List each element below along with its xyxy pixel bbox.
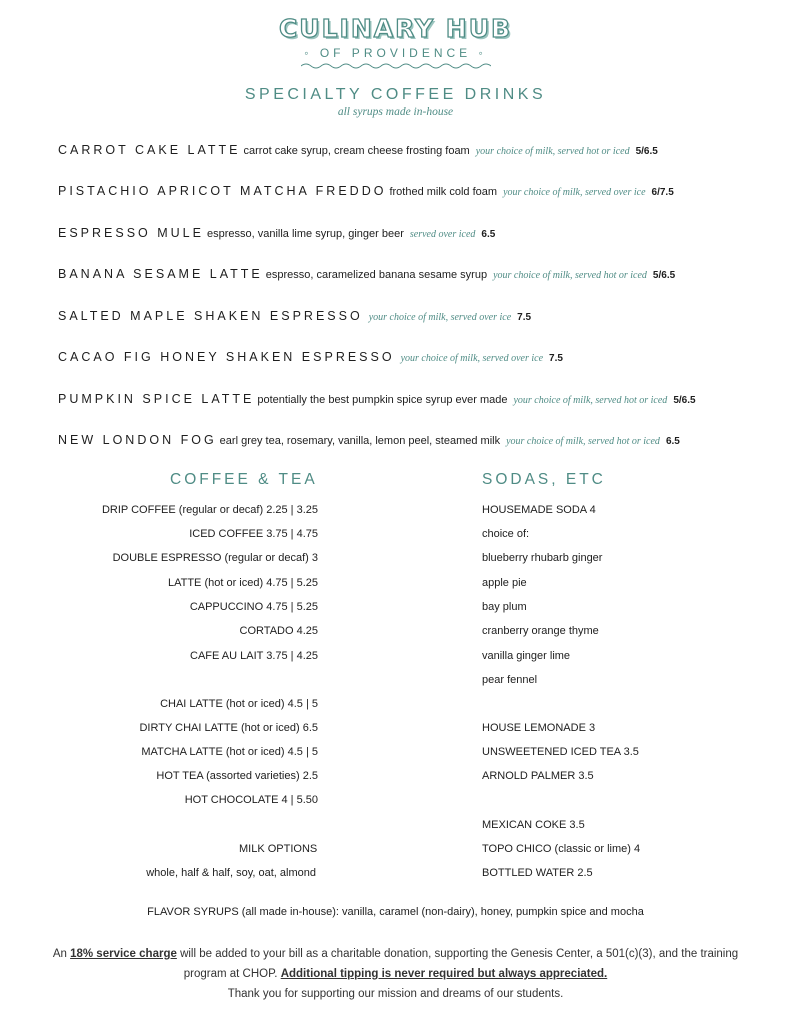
item-name: CARROT CAKE LATTE bbox=[58, 143, 241, 157]
menu-line: ICED COFFEE 3.75 | 4.75 bbox=[189, 528, 318, 540]
logo bbox=[0, 14, 791, 70]
logo-subtitle bbox=[0, 46, 791, 60]
dot-icon: ◦ bbox=[304, 46, 320, 60]
thanks-text: Thank you for supporting our mission and dreams of our students. bbox=[227, 988, 564, 1000]
menu-line: vanilla ginger lime bbox=[482, 650, 571, 662]
milk-options-list: whole, half & half, soy, oat, almond bbox=[146, 867, 316, 879]
milk-options-heading: MILK OPTIONS bbox=[239, 843, 318, 855]
footer-text: An bbox=[52, 948, 71, 960]
menu-item bbox=[58, 141, 658, 159]
menu-line: MEXICAN COKE 3.5 bbox=[482, 819, 585, 831]
logo-title: CULINARY HUB bbox=[278, 14, 513, 43]
item-price: 7.5 bbox=[517, 312, 532, 323]
footer-text: will be added to your bill as a charitable donation, supporting the Genesis Center, a 501(c)(3), and the training program at CHOP. bbox=[176, 948, 739, 980]
item-note: served over iced bbox=[409, 229, 476, 240]
item-price: 6/7.5 bbox=[651, 187, 674, 198]
flavor-syrups: FLAVOR SYRUPS (all made in-house): vanilla, caramel (non-dairy), honey, pumpkin spice and mocha bbox=[147, 906, 644, 918]
menu-line: TOPO CHICO (classic or lime) 4 bbox=[482, 843, 641, 855]
menu-line: UNSWEETENED ICED TEA 3.5 bbox=[482, 746, 639, 758]
menu-line: apple pie bbox=[482, 577, 527, 589]
item-name: BANANA SESAME LATTE bbox=[58, 267, 263, 281]
item-description: earl grey tea, rosemary, vanilla, lemon peel, steamed milk bbox=[219, 435, 501, 447]
menu-line: CHAI LATTE (hot or iced) 4.5 | 5 bbox=[160, 698, 318, 710]
menu-line: DRIP COFFEE (regular or decaf) 2.25 | 3.25 bbox=[101, 504, 318, 516]
menu-line: CAPPUCCINO 4.75 | 5.25 bbox=[189, 601, 318, 613]
menu-line: CORTADO 4.25 bbox=[239, 625, 318, 637]
item-description: espresso, caramelized banana sesame syrup bbox=[265, 269, 488, 281]
item-name: PISTACHIO APRICOT MATCHA FREDDO bbox=[58, 184, 387, 198]
coffee-tea-heading: COFFEE & TEA bbox=[170, 471, 318, 488]
menu-item bbox=[58, 265, 675, 283]
item-note: your choice of milk, served hot or iced bbox=[475, 146, 630, 157]
menu-item bbox=[58, 390, 696, 408]
specialty-subheading: all syrups made in-house bbox=[337, 106, 454, 118]
menu-line: bay plum bbox=[482, 601, 527, 613]
item-description: espresso, vanilla lime syrup, ginger beer bbox=[206, 228, 404, 240]
item-price: 5/6.5 bbox=[673, 395, 696, 406]
item-name: SALTED MAPLE SHAKEN ESPRESSO bbox=[58, 309, 363, 323]
item-name: PUMPKIN SPICE LATTE bbox=[58, 392, 255, 406]
menu-line: HOT CHOCOLATE 4 | 5.50 bbox=[184, 794, 318, 806]
logo-subtitle-text: OF PROVIDENCE bbox=[319, 46, 472, 60]
wave-divider-icon bbox=[301, 62, 491, 70]
footer-note bbox=[40, 944, 751, 1004]
service-charge-text: 18% service charge bbox=[70, 948, 177, 960]
menu-item bbox=[58, 307, 531, 325]
menu-line: BOTTLED WATER 2.5 bbox=[482, 867, 593, 879]
menu-line: DOUBLE ESPRESSO (regular or decaf) 3 bbox=[112, 552, 318, 564]
item-price: 5/6.5 bbox=[652, 270, 676, 281]
menu-line: LATTE (hot or iced) 4.75 | 5.25 bbox=[167, 577, 318, 589]
item-note: your choice of milk, served over ice bbox=[400, 353, 544, 364]
item-note: your choice of milk, served over ice bbox=[503, 187, 646, 198]
item-name: ESPRESSO MULE bbox=[58, 226, 204, 240]
item-price: 6.5 bbox=[481, 229, 496, 240]
menu-item bbox=[58, 182, 674, 200]
menu-item bbox=[58, 348, 563, 366]
item-price: 6.5 bbox=[665, 436, 680, 447]
menu-line: HOUSEMADE SODA 4 bbox=[482, 504, 596, 516]
specialty-heading: SPECIALTY COFFEE DRINKS bbox=[244, 86, 547, 103]
menu-line: CAFE AU LAIT 3.75 | 4.25 bbox=[190, 650, 318, 662]
item-note: your choice of milk, served hot or iced bbox=[513, 395, 668, 406]
item-description: carrot cake syrup, cream cheese frosting foam bbox=[243, 145, 470, 157]
menu-line: DIRTY CHAI LATTE (hot or iced) 6.5 bbox=[139, 722, 318, 734]
menu-line: pear fennel bbox=[482, 674, 538, 686]
item-name: NEW LONDON FOG bbox=[58, 433, 217, 447]
sodas-heading: SODAS, ETC bbox=[482, 471, 606, 488]
dot-icon: ◦ bbox=[471, 46, 487, 60]
item-note: your choice of milk, served hot or iced bbox=[506, 436, 660, 447]
item-description: frothed milk cold foam bbox=[389, 186, 498, 198]
menu-item bbox=[58, 224, 495, 242]
menu-line: cranberry orange thyme bbox=[482, 625, 599, 637]
item-note: your choice of milk, served hot or iced bbox=[493, 270, 647, 281]
menu-line: ARNOLD PALMER 3.5 bbox=[482, 770, 594, 782]
item-name: CACAO FIG HONEY SHAKEN ESPRESSO bbox=[58, 350, 395, 364]
item-note: your choice of milk, served over ice bbox=[368, 312, 512, 323]
menu-line: HOT TEA (assorted varieties) 2.5 bbox=[156, 770, 318, 782]
menu-line: blueberry rhubarb ginger bbox=[482, 552, 603, 564]
menu-item bbox=[58, 431, 680, 449]
item-price: 5/6.5 bbox=[635, 146, 658, 157]
tipping-text: Additional tipping is never required but always appreciated. bbox=[280, 968, 608, 980]
item-price: 7.5 bbox=[549, 353, 563, 364]
menu-line: HOUSE LEMONADE 3 bbox=[482, 722, 596, 734]
item-description: potentially the best pumpkin spice syrup ever made bbox=[257, 394, 508, 406]
menu-line: choice of: bbox=[482, 528, 530, 540]
menu-line: MATCHA LATTE (hot or iced) 4.5 | 5 bbox=[141, 746, 318, 758]
